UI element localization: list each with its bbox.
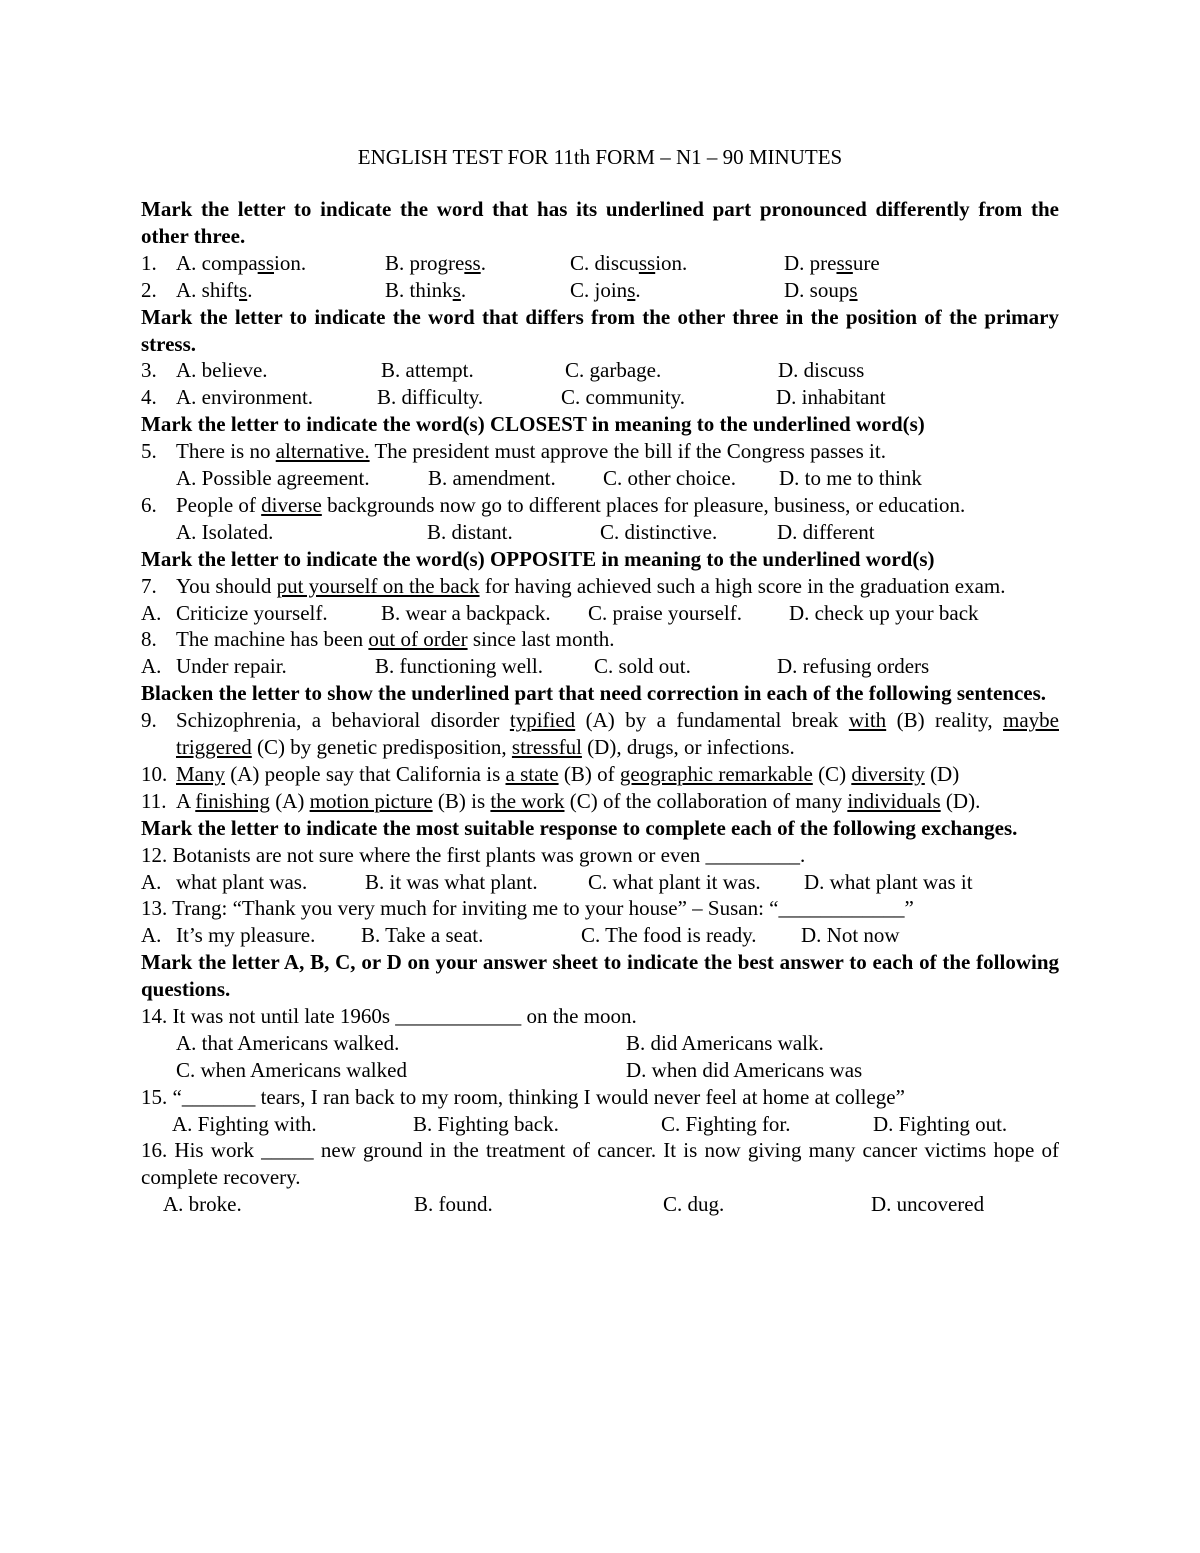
question-10: 10. Many (A) people say that California is a state (B) of geographic remarkable (C) diversity (D) (141, 761, 960, 786)
option-d[interactable]: D. check up your back (789, 600, 979, 625)
question-7: 7. You should put yourself on the back for having achieved such a high score in the graduation exam. (141, 573, 1006, 598)
option-b[interactable]: B. attempt. (381, 358, 474, 383)
option-a[interactable]: what plant was. (176, 869, 308, 894)
question-9: 9. Schizophrenia, a behavioral disorder typified (A) by a fundamental break with (B) reality, maybe triggered (C) by genetic predisposition, stressful (D), drugs, or infections. (141, 708, 1059, 759)
option-a[interactable]: A. that Americans walked. (176, 1030, 400, 1055)
option-a-letter[interactable]: A. (141, 869, 162, 894)
option-a[interactable]: A. environment. (176, 385, 314, 410)
option-d[interactable]: D. Fighting out. (873, 1111, 1008, 1136)
option-a[interactable]: A. shifts. (176, 277, 253, 302)
option-d[interactable]: D. refusing orders (777, 654, 930, 679)
option-b[interactable]: B. thinks. (385, 277, 467, 302)
instruction-stress: Mark the letter to indicate the word that differs from the other three in the position of the primary stress. (141, 304, 1059, 356)
question-number: 2. (141, 277, 157, 302)
instruction-closest: Mark the letter to indicate the word(s) CLOSEST in meaning to the underlined word(s) (141, 412, 925, 437)
question-number: 6. (141, 492, 157, 517)
option-c[interactable]: C. The food is ready. (581, 923, 757, 948)
question-6: 6. People of diverse backgrounds now go to different places for pleasure, business, or education. (141, 492, 966, 517)
option-b[interactable]: B. distant. (427, 519, 513, 544)
question-16-options (141, 1191, 1059, 1218)
question-14-options-row2 (141, 1057, 1059, 1084)
option-a[interactable]: A. broke. (163, 1192, 242, 1217)
instruction-response: Mark the letter to indicate the most suitable response to complete each of the following exchanges. (141, 815, 1018, 840)
option-a[interactable]: Under repair. (176, 654, 287, 679)
option-a[interactable]: A. compassion. (176, 250, 307, 275)
option-c[interactable]: C. distinctive. (600, 519, 718, 544)
question-3 (141, 357, 1059, 384)
question-11: 11. A finishing (A) motion picture (B) is the work (C) of the collaboration of many individuals (D). (141, 788, 981, 813)
question-number: 3. (141, 358, 157, 383)
option-d[interactable]: D. pressure (784, 250, 880, 275)
option-a[interactable]: A. Possible agreement. (176, 466, 370, 490)
question-7-options (141, 600, 1059, 627)
option-b[interactable]: B. amendment. (428, 466, 556, 490)
question-number: 11. (141, 788, 167, 813)
option-b[interactable]: B. wear a backpack. (381, 600, 551, 625)
question-4 (141, 384, 1059, 411)
option-b[interactable]: B. Fighting back. (413, 1111, 559, 1136)
option-c[interactable]: C. community. (561, 385, 686, 410)
option-d[interactable]: D. when did Americans was (626, 1057, 863, 1082)
option-b[interactable]: B. Take a seat. (361, 923, 484, 948)
option-c[interactable]: C. sold out. (594, 654, 691, 679)
question-8-options (141, 653, 1059, 680)
instruction-opposite: Mark the letter to indicate the word(s) OPPOSITE in meaning to the underlined word(s) (141, 546, 935, 571)
option-a[interactable]: It’s my pleasure. (176, 923, 316, 948)
option-d[interactable]: D. what plant was it (804, 869, 973, 894)
question-13-options (141, 922, 1059, 949)
option-d[interactable]: D. different (777, 519, 875, 544)
option-a[interactable]: Criticize yourself. (176, 600, 328, 625)
question-16: 16. His work _____ new ground in the treatment of cancer. It is now giving many cancer victims hope of complete recovery. (141, 1138, 1059, 1190)
option-c[interactable]: C. praise yourself. (588, 600, 742, 625)
option-d[interactable]: D. discuss (778, 358, 865, 383)
option-d[interactable]: D. Not now (801, 923, 900, 948)
question-13: 13. Trang: “Thank you very much for inviting me to your house” – Susan: “____________” (141, 896, 914, 921)
option-b[interactable]: B. did Americans walk. (626, 1030, 824, 1055)
instruction-correction: Blacken the letter to show the underlined part that need correction in each of the following sentences. (141, 681, 1047, 706)
option-d[interactable]: D. to me to think (779, 466, 922, 490)
option-a-letter[interactable]: A. (141, 654, 162, 679)
option-a-letter[interactable]: A. (141, 600, 162, 625)
option-a[interactable]: A. Fighting with. (172, 1111, 317, 1136)
question-1 (141, 250, 1059, 277)
question-8: 8. The machine has been out of order since last month. (141, 627, 615, 652)
option-b[interactable]: B. functioning well. (375, 654, 543, 679)
option-c[interactable]: C. joins. (570, 277, 641, 302)
page-title: ENGLISH TEST FOR 11th FORM – N1 – 90 MINUTES (357, 145, 843, 169)
question-number: 1. (141, 250, 157, 275)
question-number: 5. (141, 439, 157, 464)
option-c[interactable]: C. when Americans walked (176, 1057, 407, 1082)
option-b[interactable]: B. found. (414, 1192, 493, 1217)
option-c[interactable]: C. what plant it was. (588, 869, 761, 894)
option-c[interactable]: C. dug. (663, 1192, 725, 1217)
option-a[interactable]: A. Isolated. (176, 519, 274, 544)
option-c[interactable]: C. garbage. (565, 358, 662, 383)
option-b[interactable]: B. difficulty. (377, 385, 484, 410)
option-a[interactable]: A. believe. (176, 358, 268, 383)
question-14: 14. It was not until late 1960s ____________ on the moon. (141, 1004, 637, 1028)
question-number: 10. (141, 761, 168, 786)
option-d[interactable]: D. uncovered (871, 1192, 985, 1217)
option-b[interactable]: B. progress. (385, 250, 486, 275)
question-14-options-row1 (141, 1030, 1059, 1057)
option-d[interactable]: D. inhabitant (776, 385, 886, 410)
question-15-options (141, 1111, 1059, 1138)
question-5-options (141, 465, 1059, 492)
question-number: 8. (141, 627, 157, 652)
instruction-pronunciation: Mark the letter to indicate the word that has its underlined part pronounced differently from the other three. (141, 197, 1059, 248)
question-5: 5. There is no alternative. The president must approve the bill if the Congress passes it. (141, 439, 886, 464)
option-c[interactable]: C. discussion. (570, 250, 688, 275)
option-c[interactable]: C. Fighting for. (661, 1111, 791, 1136)
option-c[interactable]: C. other choice. (603, 466, 736, 490)
question-12-options (141, 869, 1059, 896)
question-number: 7. (141, 573, 157, 598)
option-a-letter[interactable]: A. (141, 923, 162, 948)
question-number: 4. (141, 385, 157, 410)
option-b[interactable]: B. it was what plant. (365, 869, 538, 894)
question-number: 9. (141, 708, 157, 733)
instruction-best-answer: Mark the letter A, B, C, or D on your answer sheet to indicate the best answer to each of the following questions. (141, 950, 1059, 1002)
option-d[interactable]: D. soups (784, 277, 858, 302)
test-content (141, 196, 1059, 1218)
question-2 (141, 277, 1059, 304)
question-15: 15. “_______ tears, I ran back to my room, thinking I would never feel at home at college” (141, 1084, 905, 1109)
question-12: 12. Botanists are not sure where the first plants was grown or even _________. (141, 842, 806, 867)
question-6-options (141, 519, 1059, 546)
